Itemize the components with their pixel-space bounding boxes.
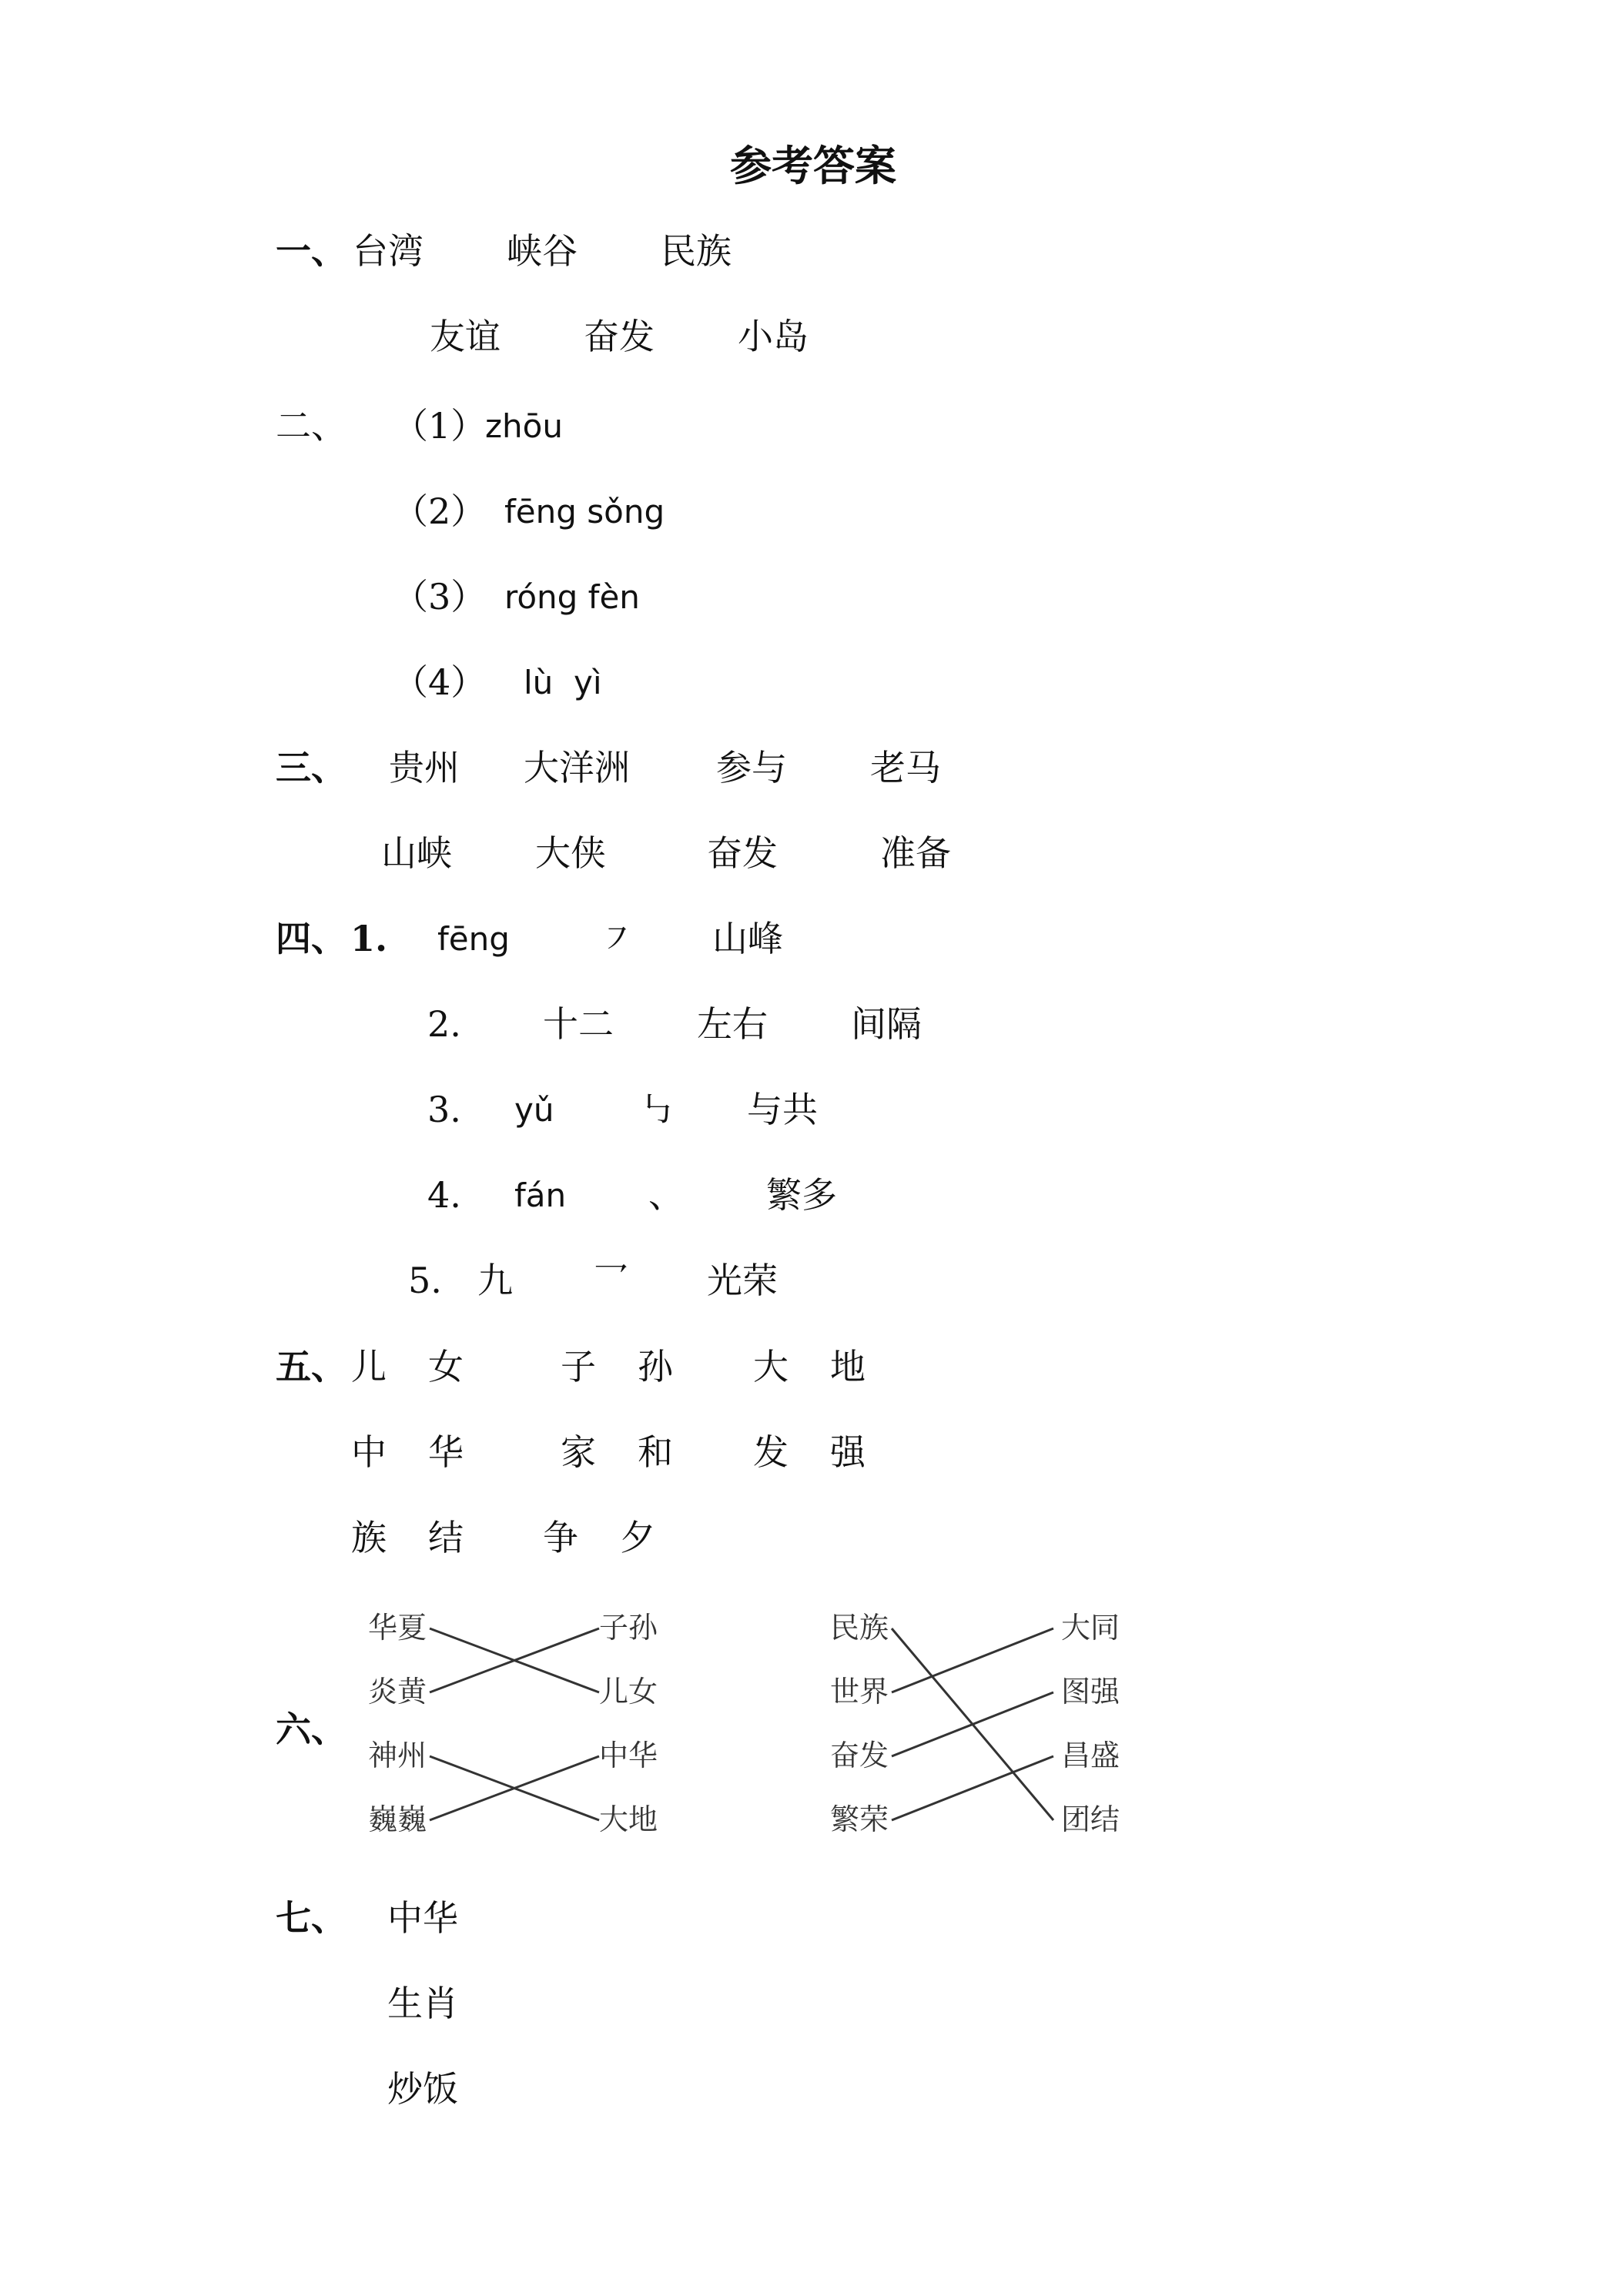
answer-word: 参与 [716,747,787,788]
word-answer: 光荣 [707,1260,778,1301]
word-answer: 间隔 [851,1003,922,1045]
word-answer: 十二 [543,1003,614,1045]
item-number: （2） [393,490,487,532]
fill-char: 族 [351,1517,387,1558]
match-right-item: 昌盛 [1061,1739,1120,1772]
word-answer: 繁多 [766,1174,837,1216]
answer-word: 小岛 [738,316,809,357]
fill-char: 强 [830,1431,866,1473]
answer-word: 大洋洲 [524,747,630,788]
item-number: 2. [427,1003,461,1045]
answer-word: 奋发 [707,832,778,874]
match-right-item: 大地 [599,1802,658,1836]
fill-char: 子 [561,1346,596,1387]
match-line-shijie-datong [892,1628,1053,1692]
page-title: 参考答案 [730,141,896,190]
match-right-item: 大同 [1061,1611,1120,1645]
answer-word: 中华 [387,1897,458,1939]
pinyin-answer: lù yì [524,664,602,701]
fill-char: 孙 [638,1346,673,1387]
fill-char: 结 [428,1517,464,1558]
match-right-item: 团结 [1061,1802,1120,1836]
fill-char: 女 [428,1346,464,1387]
answer-word: 生肖 [387,1983,458,2024]
section-3-label: 三、 [276,747,347,788]
match-right-item: 子孙 [599,1611,658,1645]
fill-char: 发 [753,1431,789,1473]
item-number: 5. [408,1260,442,1301]
match-left-item: 民族 [830,1611,889,1645]
match-line-fanrong-changsheng [892,1756,1053,1820]
answer-word: 准备 [880,832,951,874]
match-right-item: 图强 [1061,1675,1120,1709]
word-answer: 左右 [697,1003,768,1045]
fill-char: 和 [638,1431,673,1473]
stroke-answer: ㇉ [639,1089,675,1130]
fill-char: 争 [543,1517,578,1558]
match-left-item: 神州 [368,1739,427,1772]
match-line-fenfa-tuqiang [892,1692,1053,1756]
pinyin-answer: zhōu [485,407,563,445]
answer-word: 炒饭 [387,2068,458,2110]
fill-char: 家 [561,1431,596,1473]
answer-word: 奋发 [584,316,655,357]
item-number: （3） [393,576,487,618]
item-number: 4. [427,1174,461,1216]
stroke-answer: 、 [648,1174,684,1216]
section-1-label: 一、 [276,230,347,272]
pinyin-answer: fán [514,1176,567,1214]
fill-char: 夕 [620,1517,655,1558]
pinyin-answer: fēng sǒng [504,493,665,530]
answer-word: 贵州 [389,747,460,788]
item-number: （1） [393,405,487,447]
item-number: 3. [427,1089,461,1130]
section-4-label: 四、 [276,918,347,959]
section-5-label: 五、 [276,1346,347,1387]
pinyin-answer: róng fèn [504,578,640,616]
match-right-item: 中华 [599,1739,658,1772]
word-answer: 与共 [747,1089,818,1130]
stroke-answer: 乛 [593,1260,628,1301]
answer-word: 台湾 [353,230,424,272]
match-left-item: 巍巍 [368,1802,427,1836]
answer-word: 峡谷 [507,230,578,272]
item-number: （4） [393,661,487,703]
section-2-label: 二、 [276,405,347,447]
fill-char: 中 [351,1431,387,1473]
match-left-item: 炎黄 [368,1675,427,1709]
fill-char: 华 [428,1431,464,1473]
stroke-answer: ㇇ [599,918,635,959]
fill-char: 大 [753,1346,789,1387]
match-left-item: 华夏 [368,1611,427,1645]
match-right-item: 儿女 [599,1675,658,1709]
section-7-label: 七、 [276,1897,347,1939]
fill-char: 儿 [351,1346,387,1387]
answer-word: 老马 [870,747,941,788]
item-number: 1. [350,918,388,959]
pinyin-answer: yǔ [514,1091,554,1129]
answer-word: 友谊 [430,316,501,357]
answer-word: 大侠 [535,832,606,874]
fill-char: 地 [830,1346,866,1387]
match-left-item: 奋发 [830,1739,889,1772]
word-answer: 九 [477,1260,513,1301]
pinyin-answer: fēng [437,920,510,958]
match-left-item: 世界 [830,1675,889,1709]
answer-word: 民族 [661,230,732,272]
section-6-label: 六、 [276,1709,347,1750]
match-left-item: 繁荣 [830,1802,889,1836]
answer-word: 山峡 [381,832,452,874]
word-answer: 山峰 [712,918,783,959]
